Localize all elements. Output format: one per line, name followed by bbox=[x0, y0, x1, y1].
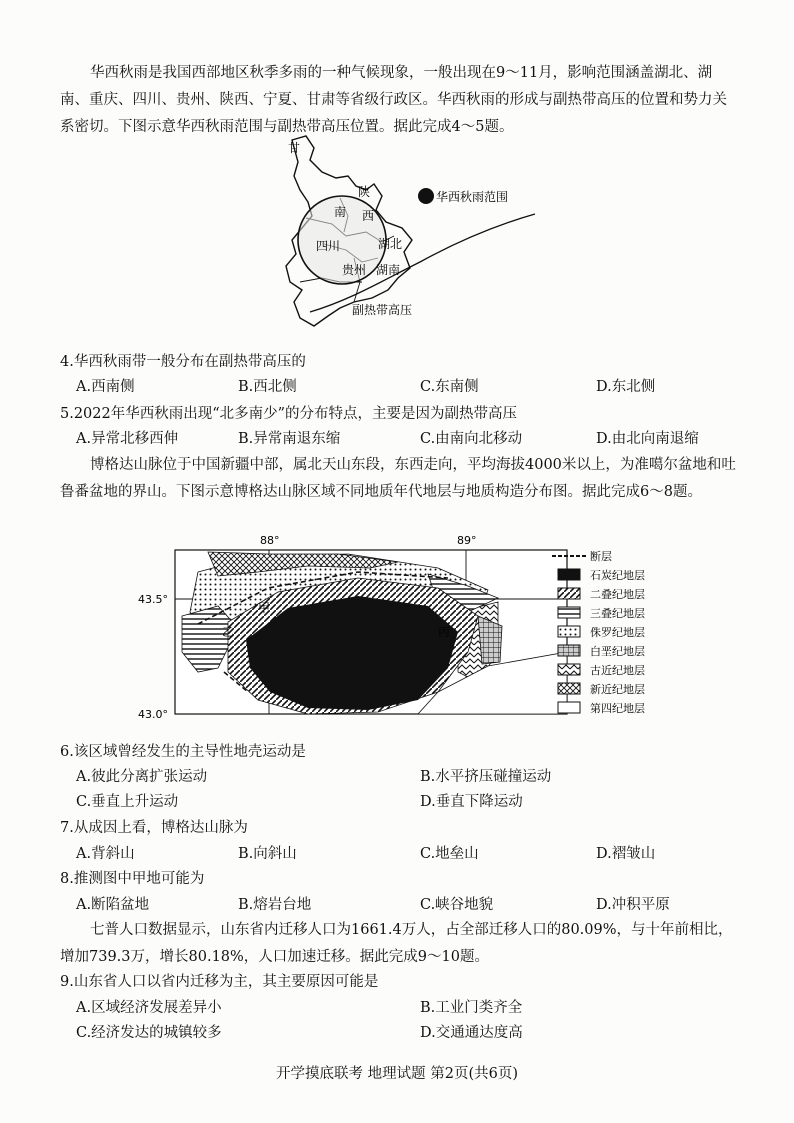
question-8-options bbox=[76, 893, 736, 919]
option-d[interactable]: D.交通通达度高 bbox=[420, 1025, 523, 1041]
option-c[interactable]: C.垂直上升运动 bbox=[76, 794, 179, 810]
question-8-stem: 8.推测图中甲地可能为 bbox=[60, 871, 205, 887]
option-d[interactable]: D.冲积平原 bbox=[596, 897, 670, 913]
legend-rain-label: 华西秋雨范围 bbox=[436, 190, 509, 204]
question-6-stem: 6.该区域曾经发生的主导性地壳运动是 bbox=[60, 744, 306, 760]
lon-label: 88° bbox=[260, 534, 280, 547]
question-4-options bbox=[76, 375, 736, 401]
option-d[interactable]: D.由北向南退缩 bbox=[596, 431, 699, 447]
map1-label: 甘 bbox=[288, 141, 301, 155]
subtropical-high-label: 副热带高压 bbox=[352, 303, 413, 317]
bogda-geology-map bbox=[138, 532, 698, 728]
question-6-options-row1 bbox=[76, 765, 736, 791]
option-b[interactable]: B.水平挤压碰撞运动 bbox=[420, 769, 552, 785]
map1-label: 西 bbox=[362, 209, 375, 223]
lat-label: 43.0° bbox=[138, 708, 168, 721]
legend-rain-symbol bbox=[418, 188, 434, 204]
option-c[interactable]: C.由南向北移动 bbox=[420, 431, 523, 447]
question-5-stem: 5.2022年华西秋雨出现“北多南少”的分布特点，主要是因为副热带高压 bbox=[60, 406, 518, 422]
option-b[interactable]: B.工业门类齐全 bbox=[420, 1000, 523, 1016]
huaxi-autumn-rain-map bbox=[270, 132, 600, 347]
option-c[interactable]: C.地垒山 bbox=[420, 846, 479, 862]
option-a[interactable]: A.西南侧 bbox=[76, 379, 135, 395]
option-a[interactable]: A.背斜山 bbox=[76, 846, 135, 862]
legend-label: 第四纪地层 bbox=[590, 702, 645, 715]
map1-label: 陕 bbox=[358, 185, 371, 199]
legend-label: 断层 bbox=[590, 550, 612, 563]
map2-legend bbox=[552, 549, 645, 715]
legend-label: 二叠纪地层 bbox=[590, 588, 645, 601]
legend-label: 白垩纪地层 bbox=[590, 645, 645, 658]
option-c[interactable]: C.经济发达的城镇较多 bbox=[76, 1025, 222, 1041]
option-d[interactable]: D.东北侧 bbox=[596, 379, 656, 395]
option-b[interactable]: B.异常南退东缩 bbox=[238, 431, 341, 447]
option-c[interactable]: C.峡谷地貌 bbox=[420, 897, 494, 913]
map1-label: 南 bbox=[334, 205, 347, 219]
map1-label: 贵州 bbox=[342, 263, 367, 277]
option-a[interactable]: A.异常北移西伸 bbox=[76, 431, 179, 447]
option-b[interactable]: B.熔岩台地 bbox=[238, 897, 312, 913]
option-c[interactable]: C.东南侧 bbox=[420, 379, 479, 395]
option-b[interactable]: B.向斜山 bbox=[238, 846, 297, 862]
option-a[interactable]: A.彼此分离扩张运动 bbox=[76, 769, 208, 785]
legend-label: 古近纪地层 bbox=[590, 664, 645, 677]
question-9-options-row2 bbox=[76, 1021, 736, 1047]
legend-label: 新近纪地层 bbox=[590, 683, 645, 696]
question-5-options bbox=[76, 427, 736, 453]
option-d[interactable]: D.垂直下降运动 bbox=[420, 794, 523, 810]
question-7-stem: 7.从成因上看，博格达山脉为 bbox=[60, 820, 248, 836]
map2-place-label: 丙 bbox=[438, 625, 451, 639]
passage-1: 华西秋雨是我国西部地区秋季多雨的一种气候现象，一般出现在9～11月，影响范围涵盖湖北、湖南、重庆、四川、贵州、陕西、宁夏、甘肃等省级行政区。华西秋雨的形成与副热带高压的位置和势力关系密切。下图示意华西秋雨范围与副热带高压位置。据此完成4～5题。 bbox=[60, 65, 727, 135]
lon-label: 89° bbox=[457, 534, 477, 547]
legend-label: 侏罗纪地层 bbox=[590, 626, 645, 639]
passage-2: 博格达山脉位于中国新疆中部，属北天山东段，东西走向，平均海拔4000米以上，为准噶尔盆地和吐鲁番盆地的界山。下图示意博格达山脉区域不同地质年代地层与地质构造分布图。据此完成6～8题。 bbox=[60, 457, 736, 500]
map2-place-label: 乙 bbox=[222, 625, 235, 639]
map1-label: 四川 bbox=[316, 239, 341, 253]
question-6-options-row2 bbox=[76, 790, 736, 816]
option-a[interactable]: A.区域经济发展差异小 bbox=[76, 1000, 222, 1016]
option-b[interactable]: B.西北侧 bbox=[238, 379, 297, 395]
map1-label: 湖北 bbox=[378, 237, 403, 251]
question-7-options bbox=[76, 842, 736, 868]
lat-label: 43.5° bbox=[138, 593, 168, 606]
question-9-stem: 9.山东省人口以省内迁移为主，其主要原因可能是 bbox=[60, 974, 379, 990]
option-a[interactable]: A.断陷盆地 bbox=[76, 897, 150, 913]
legend-label: 石炭纪地层 bbox=[590, 569, 645, 582]
passage-3: 七普人口数据显示，山东省内迁移人口为1661.4万人，占全部迁移人口的80.09%，与十年前相比，增加739.3万，增长80.18%，人口加速迁移。据此完成9～10题。 bbox=[60, 922, 733, 965]
page-footer: 开学摸底联考 地理试题 第2页(共6页) bbox=[276, 1066, 518, 1082]
map1-label: 湖南 bbox=[376, 263, 401, 277]
map2-place-label: 甲 bbox=[258, 601, 271, 615]
question-9-options-row1 bbox=[76, 996, 736, 1022]
option-d[interactable]: D.褶皱山 bbox=[596, 846, 656, 862]
legend-label: 三叠纪地层 bbox=[590, 607, 645, 620]
question-4-stem: 4.华西秋雨带一般分布在副热带高压的 bbox=[60, 354, 306, 370]
